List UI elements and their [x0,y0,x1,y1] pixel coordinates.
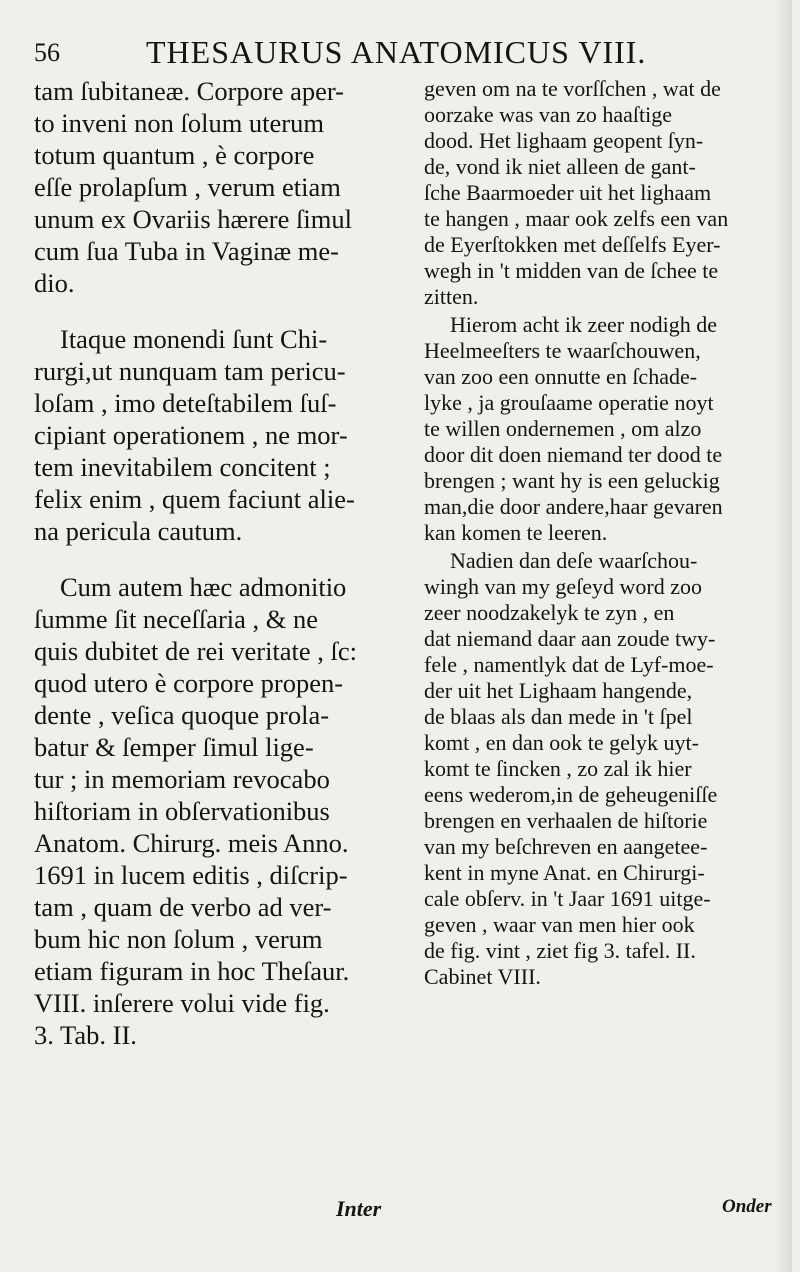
text-line: 3. Tab. II. [34,1020,137,1050]
page-header [34,34,774,74]
text-line: cale obſerv. in 't Jaar 1691 uitge- [424,886,711,911]
page-gutter-shadow [774,0,792,1272]
text-line: ſumme ſit neceſſaria , & ne [34,604,319,634]
catchword-left: Inter [336,1196,382,1221]
text-line: wingh van my geſeyd word zoo [424,574,702,599]
text-line: na pericula cautum. [34,516,243,546]
text-line: felix enim , quem faciunt alie- [34,484,355,514]
text-line: van my beſchreven en aangetee- [424,834,708,859]
text-line: de Eyerſtokken met deſſelfs Eyer- [424,232,721,257]
text-line: lyke , ja grouſaame operatie noyt [424,390,714,415]
text-line: door dit doen niemand ter dood te [424,442,723,467]
text-line: unum ex Ovariis hærere ſimul [34,204,352,234]
text-line: geven om na te vorſſchen , wat de [424,76,721,101]
text-line: ſche Baarmoeder uit het lighaam [424,180,712,205]
text-line: tam , quam de verbo ad ver- [34,892,332,922]
text-line: de blaas als dan mede in 't ſpel [424,704,693,729]
text-line: dente , veſica quoque prola- [34,700,330,730]
text-line: oorzake was van zo haaſtige [424,102,672,127]
text-line: hiſtoriam in obſervationibus [34,796,330,826]
text-line: komt , en dan ook te gelyk uyt- [424,730,699,755]
text-line: cum ſua Tuba in Vaginæ me- [34,236,339,266]
text-line: Itaque monendi ſunt Chi- [60,324,328,354]
text-line: Cum autem hæc admonitio [60,572,347,602]
text-line: Heelmeeſters te waarſchouwen, [424,338,701,363]
text-line: Cabinet VIII. [424,964,541,989]
text-line: de, vond ik niet alleen de gant- [424,154,696,179]
text-line: totum quantum , è corpore [34,140,315,170]
text-line: rurgi,ut nunquam tam pericu- [34,356,346,386]
text-line: 1691 in lucem editis , diſcrip- [34,860,348,890]
text-line: der uit het Lighaam hangende, [424,678,693,703]
text-line: dio. [34,268,75,298]
text-line: te hangen , maar ook zelfs een van [424,206,729,231]
text-line: Hierom acht ik zeer nodigh de [450,312,717,337]
text-line: cipiant operationem , ne mor- [34,420,348,450]
text-line: dat niemand daar aan zoude twy- [424,626,716,651]
text-line: Nadien dan deſe waarſchou- [450,548,698,573]
catchword-right: Onder [722,1196,772,1217]
text-line: brengen en verhaalen de hiſtorie [424,808,708,833]
text-line: de fig. vint , ziet fig 3. tafel. II. [424,938,696,963]
text-line: etiam figuram in hoc Theſaur. [34,956,350,986]
text-line: brengen ; want hy is een geluckig [424,468,720,493]
text-line: tam ſubitaneæ. Corpore aper- [34,76,345,106]
text-line: quis dubitet de rei veritate , ſc: [34,636,358,666]
text-line: zitten. [424,284,479,309]
text-line: VIII. inſerere volui vide fig. [34,988,330,1018]
text-line: to inveni non ſolum uterum [34,108,324,138]
text-line: tur ; in memoriam revocabo [34,764,330,794]
page-number: 56 [34,38,60,67]
text-line: te willen ondernemen , om alzo [424,416,702,441]
text-line: geven , waar van men hier ook [424,912,695,937]
running-title: THESAURUS ANATOMICUS VIII. [146,34,647,70]
text-line: eens wederom,in de geheugeniſſe [424,782,718,807]
text-line: Anatom. Chirurg. meis Anno. [34,828,349,858]
text-line: komt te ſincken , zo zal ik hier [424,756,692,781]
text-line: bum hic non ſolum , verum [34,924,323,954]
text-line: fele , namentlyk dat de Lyf-moe- [424,652,714,677]
text-line: quod utero è corpore propen- [34,668,344,698]
text-line: batur & ſemper ſimul lige- [34,732,314,762]
text-line: eſſe prolapſum , verum etiam [34,172,341,202]
text-line: loſam , imo deteſtabilem ſuſ- [34,388,337,418]
text-line: zeer noodzakelyk te zyn , en [424,600,675,625]
text-line: kent in myne Anat. en Chirurgi- [424,860,705,885]
text-line: kan komen te leeren. [424,520,608,545]
text-line: van zoo een onnutte en ſchade- [424,364,698,389]
text-line: man,die door andere,haar gevaren [424,494,723,519]
text-line: wegh in 't midden van de ſchee te [424,258,719,283]
text-line: tem inevitabilem concitent ; [34,452,331,482]
text-line: dood. Het lighaam geopent ſyn- [424,128,704,153]
